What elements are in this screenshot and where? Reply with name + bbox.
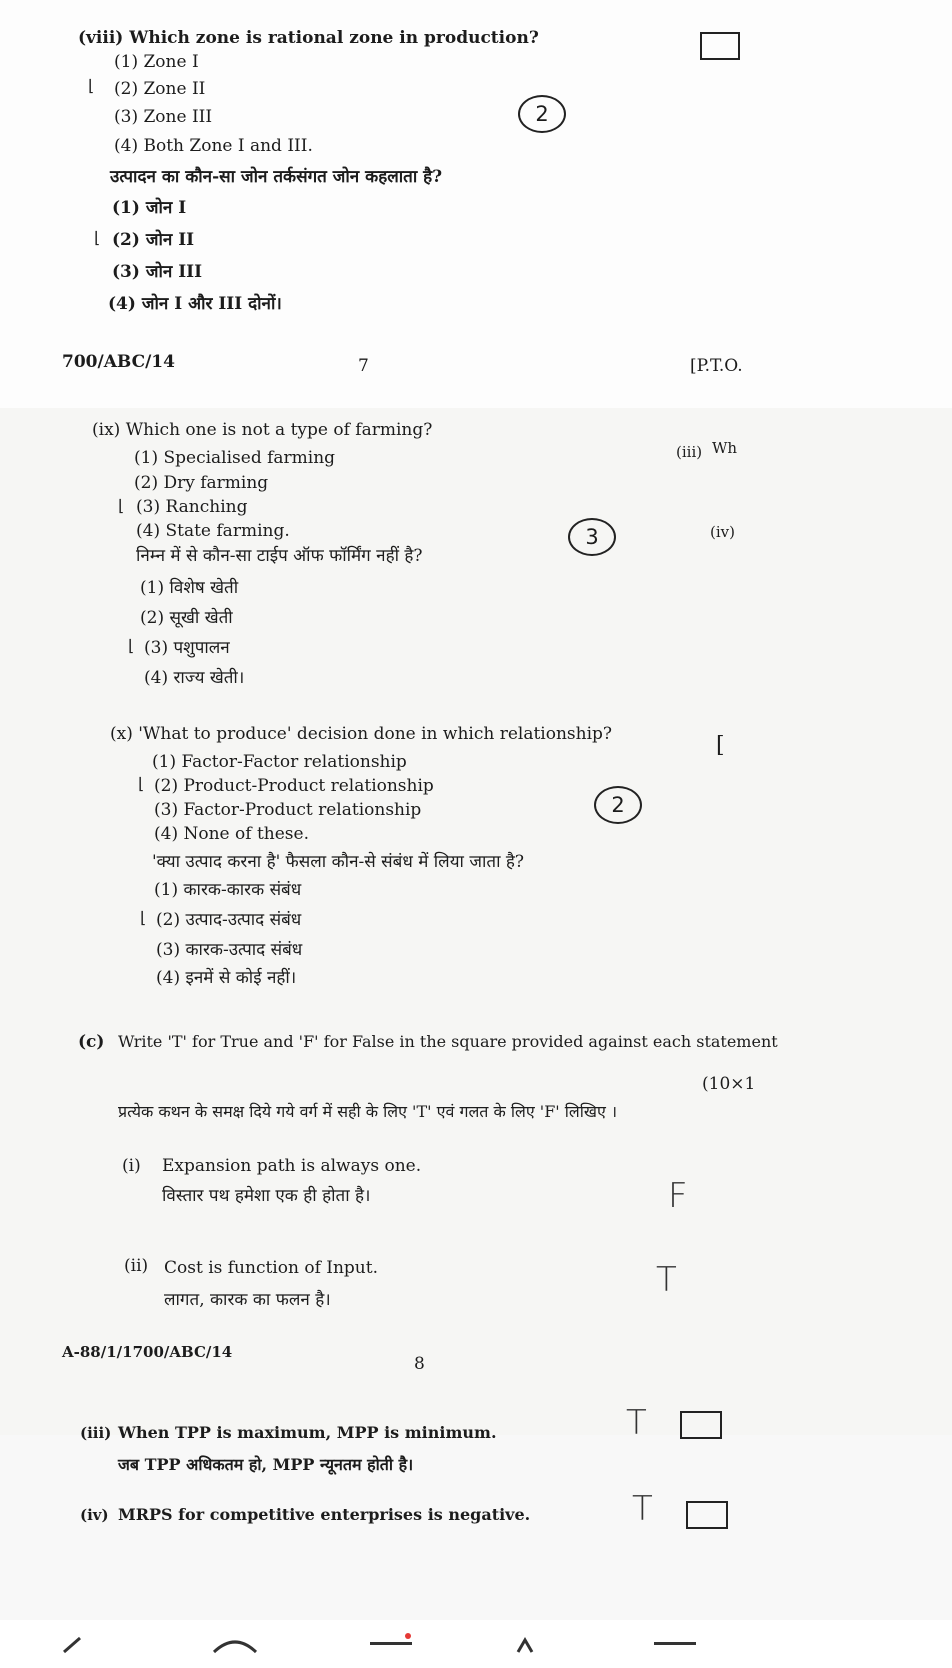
- option-1: (1) Specialised farming: [134, 448, 336, 468]
- option-1: (1) Factor-Factor relationship: [152, 752, 407, 772]
- margin-bracket: [: [716, 733, 725, 758]
- statement-iv: MRPS for competitive enterprises is negative.: [118, 1505, 531, 1524]
- hindi-option-2: (2) सूखी खेती: [140, 608, 233, 628]
- margin-label-iv: (iv): [710, 523, 735, 541]
- hindi-question-ix: निम्न में से कौन-सा टाईप ऑफ फॉर्मिंग नहीं है?: [136, 546, 423, 566]
- hindi-option-3: (3) पशुपालन: [144, 638, 230, 658]
- question-x: (x) 'What to produce' decision done in which relationship?: [110, 724, 613, 744]
- question-ix: (ix) Which one is not a type of farming?: [92, 420, 433, 440]
- statement-iii-label: (iii): [80, 1424, 112, 1442]
- tick-mark-icon: ⌊: [128, 636, 135, 655]
- statement-i: Expansion path is always one.: [162, 1156, 422, 1176]
- margin-text-wh: Wh: [712, 439, 738, 457]
- hindi-option-2: (2) जोन II: [112, 230, 195, 250]
- tick-mark-icon: ⌊: [118, 496, 125, 515]
- exam-page-8: [0, 408, 952, 1435]
- hindi-option-1: (1) विशेष खेती: [140, 578, 239, 598]
- home-gesture-icon[interactable]: [210, 1634, 260, 1654]
- navigation-bar: [0, 1620, 952, 1668]
- tick-mark-icon: ⌊: [88, 76, 95, 95]
- answer-box-iv[interactable]: [686, 1501, 728, 1529]
- option-2: (2) Zone II: [114, 79, 206, 99]
- hindi-option-4: (4) राज्य खेती।: [144, 668, 245, 688]
- footer-code: A-88/1/1700/ABC/14: [62, 1343, 233, 1361]
- circled-answer-x: 2: [594, 786, 642, 824]
- hindi-option-2: (2) उत्पाद-उत्पाद संबंध: [156, 910, 302, 930]
- option-4: (4) State farming.: [136, 521, 290, 541]
- hindi-option-4: (4) इनमें से कोई नहीं।: [156, 968, 297, 988]
- margin-label-iii: (iii): [676, 443, 703, 461]
- hindi-option-3: (3) जोन III: [112, 262, 203, 282]
- section-c-marks: (10×1: [702, 1074, 756, 1094]
- exam-page-9: [0, 1403, 952, 1620]
- statement-ii-label: (ii): [124, 1256, 149, 1276]
- hindi-option-4: (4) जोन I और III दोनों।: [108, 294, 282, 314]
- hindi-question-viii: उत्पादन का कौन-सा जोन तर्कसंगत जोन कहलाता है?: [110, 167, 443, 187]
- hindi-option-1: (1) कारक-कारक संबंध: [154, 880, 302, 900]
- option-3: (3) Zone III: [114, 107, 213, 127]
- option-4: (4) None of these.: [154, 824, 309, 844]
- back-gesture-icon[interactable]: [60, 1634, 100, 1654]
- page-number: 8: [414, 1354, 425, 1374]
- hindi-question-x: 'क्या उत्पाद करना है' फैसला कौन-से संबंध में लिया जाता है?: [152, 852, 525, 872]
- handwritten-answer-ii: T: [656, 1260, 677, 1300]
- circled-answer-ix: 3: [568, 518, 616, 556]
- circled-answer-viii: 2: [518, 95, 566, 133]
- tick-mark-icon: ⌊: [94, 228, 101, 247]
- section-c-instruction: Write 'T' for True and 'F' for False in the square provided against each statement: [118, 1032, 778, 1051]
- question-viii: (viii) Which zone is rational zone in production?: [78, 28, 539, 48]
- hindi-option-3: (3) कारक-उत्पाद संबंध: [156, 940, 303, 960]
- option-3: (3) Factor-Product relationship: [154, 800, 422, 820]
- answer-box-viii[interactable]: [700, 32, 740, 60]
- menu-gesture-icon[interactable]: [510, 1634, 540, 1654]
- statement-ii-hindi: लागत, कारक का फलन है।: [164, 1290, 331, 1310]
- recents-gesture-icon[interactable]: [366, 1634, 416, 1654]
- section-c-label: (c): [78, 1032, 105, 1052]
- tick-mark-icon: ⌊: [138, 774, 145, 793]
- handwritten-answer-iii: T: [626, 1403, 647, 1443]
- option-2: (2) Product-Product relationship: [154, 776, 434, 796]
- section-c-hindi-instruction: प्रत्येक कथन के समक्ष दिये गये वर्ग में सही के लिए 'T' एवं गलत के लिए 'F' लिखिए ।: [118, 1102, 618, 1121]
- handwritten-answer-iv: T: [632, 1489, 653, 1529]
- footer-code: 700/ABC/14: [62, 352, 175, 372]
- option-3: (3) Ranching: [136, 497, 248, 517]
- page-number: 7: [358, 356, 369, 376]
- statement-i-label: (i): [122, 1156, 141, 1176]
- exam-page-7: [0, 0, 952, 408]
- pto-label: [P.T.O.: [690, 356, 743, 376]
- statement-iii-hindi: जब TPP अधिकतम हो, MPP न्यूनतम होती है।: [118, 1455, 414, 1474]
- handwritten-answer-i: F: [668, 1176, 688, 1216]
- statement-ii: Cost is function of Input.: [164, 1258, 378, 1278]
- statement-iii: When TPP is maximum, MPP is minimum.: [118, 1423, 497, 1442]
- option-1: (1) Zone I: [114, 52, 199, 72]
- overview-gesture-icon[interactable]: [650, 1634, 700, 1654]
- statement-i-hindi: विस्तार पथ हमेशा एक ही होता है।: [162, 1186, 371, 1206]
- hindi-option-1: (1) जोन I: [112, 198, 187, 218]
- option-4: (4) Both Zone I and III.: [114, 136, 313, 156]
- option-2: (2) Dry farming: [134, 473, 269, 493]
- answer-box-iii[interactable]: [680, 1411, 722, 1439]
- tick-mark-icon: ⌊: [140, 908, 147, 927]
- statement-iv-label: (iv): [80, 1506, 109, 1524]
